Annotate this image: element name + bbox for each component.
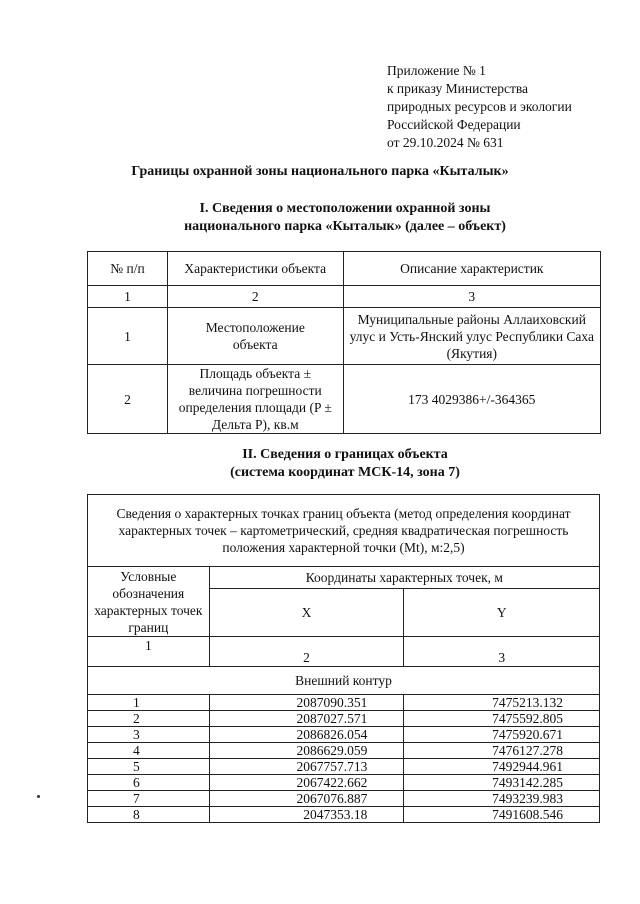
appendix-line: от 29.10.2024 № 631 [387, 135, 504, 150]
table-row [88, 807, 600, 823]
row-description: Муниципальные районы Аллаиховский улус и Усть-Янский улус Республики Саха (Якутия) [343, 308, 600, 365]
table-row [88, 727, 600, 743]
point-y: 7475592.805 [404, 711, 600, 727]
table-row [88, 711, 600, 727]
point-number: 1 [88, 695, 210, 711]
table-row [88, 695, 600, 711]
section1-heading [0, 200, 640, 236]
point-x: 2086826.054 [209, 727, 404, 743]
column-number: 3 [404, 637, 600, 667]
row-description: 173 4029386+/-364365 [343, 365, 600, 434]
section2-heading-line: II. Сведения о границах объекта [242, 447, 448, 462]
header-characteristic: Характеристики объекта [167, 252, 343, 286]
point-number: 7 [88, 791, 210, 807]
location-table [87, 251, 601, 434]
point-y: 7491608.546 [404, 807, 600, 823]
row-num: 1 [88, 308, 168, 365]
point-x: 2067757.713 [209, 759, 404, 775]
point-number: 2 [88, 711, 210, 727]
column-number: 3 [343, 286, 600, 308]
point-designation-header: Условные обозначения характерных точек границ [88, 567, 210, 637]
column-number: 2 [209, 637, 404, 667]
point-x: 2047353.18 [209, 807, 404, 823]
scan-speck [37, 795, 40, 798]
point-y: 7492944.961 [404, 759, 600, 775]
coordinates-table-title: Сведения о характерных точках границ объекта (метод определения координат характерных точек – картометрический, средняя квадратическая погрешность положения характерной точки (Mt), м:2,5) [88, 495, 600, 567]
table-row [88, 365, 601, 434]
point-y: 7475213.132 [404, 695, 600, 711]
point-x: 2086629.059 [209, 743, 404, 759]
section1-heading-line: I. Сведения о местоположении охранной зоны [199, 201, 491, 216]
coordinates-table [87, 494, 600, 823]
appendix-line: природных ресурсов и экологии [387, 99, 572, 114]
table-row [88, 759, 600, 775]
appendix-line: Приложение № 1 [387, 63, 486, 78]
header-description: Описание характеристик [343, 252, 600, 286]
contour-label: Внешний контур [88, 667, 600, 695]
point-number: 5 [88, 759, 210, 775]
point-number: 8 [88, 807, 210, 823]
row-num: 2 [88, 365, 168, 434]
appendix-line: Российской Федерации [387, 117, 521, 132]
appendix-line: к приказу Министерства [387, 81, 529, 96]
section1-heading-line: национального парка «Кыталык» (далее – объект) [184, 219, 506, 234]
point-x: 2067076.887 [209, 791, 404, 807]
column-number: 2 [167, 286, 343, 308]
row-characteristic: Местоположение объекта [167, 308, 343, 365]
table-row [88, 743, 600, 759]
point-x: 2087027.571 [209, 711, 404, 727]
y-header: Y [404, 589, 600, 637]
section2-heading [0, 446, 640, 482]
header-num: № п/п [88, 252, 168, 286]
point-y: 7493142.285 [404, 775, 600, 791]
column-number: 1 [88, 286, 168, 308]
point-x: 2067422.662 [209, 775, 404, 791]
coordinates-header: Координаты характерных точек, м [209, 567, 599, 589]
document-title: Границы охранной зоны национального парка «Кыталык» [131, 164, 509, 179]
appendix-block [387, 62, 627, 152]
point-number: 3 [88, 727, 210, 743]
point-y: 7475920.671 [404, 727, 600, 743]
point-number: 6 [88, 775, 210, 791]
point-y: 7493239.983 [404, 791, 600, 807]
table-row [88, 791, 600, 807]
section2-heading-line: (система координат МСК-14, зона 7) [230, 465, 460, 480]
table-row [88, 308, 601, 365]
table-row [88, 775, 600, 791]
point-number: 4 [88, 743, 210, 759]
point-y: 7476127.278 [404, 743, 600, 759]
column-number: 1 [88, 637, 210, 667]
point-x: 2087090.351 [209, 695, 404, 711]
x-header: X [209, 589, 404, 637]
row-characteristic: Площадь объекта ± величина погрешности определения площади (P ± Дельта P), кв.м [167, 365, 343, 434]
